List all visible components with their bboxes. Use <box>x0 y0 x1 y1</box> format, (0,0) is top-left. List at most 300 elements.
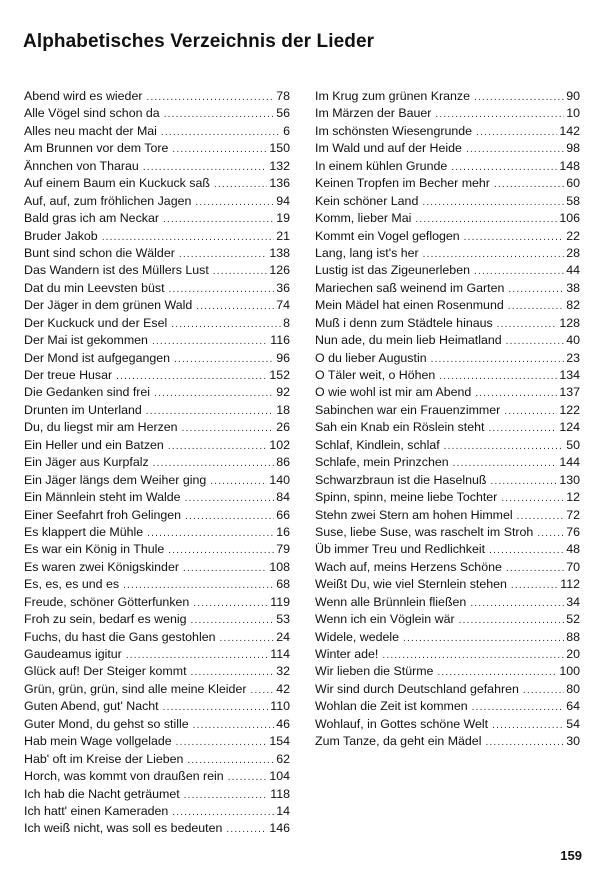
index-entry <box>24 105 290 122</box>
dot-leader <box>475 385 557 401</box>
index-entry <box>24 315 290 332</box>
index-entry <box>24 541 290 558</box>
song-title: Im Krug zum grünen Kranze <box>315 89 470 103</box>
song-title: Glück auf! Der Steiger kommt <box>24 664 187 679</box>
dot-leader <box>164 106 275 122</box>
dot-leader <box>154 385 274 401</box>
index-entry <box>315 210 580 227</box>
index-entry <box>24 245 290 262</box>
song-page-number: 132 <box>269 158 290 173</box>
index-entry <box>315 367 580 384</box>
index-column-left <box>24 88 290 838</box>
song-title: Zum Tanze, da geht ein Mädel <box>315 734 482 749</box>
song-page-number: 140 <box>269 472 290 487</box>
dot-leader <box>174 351 274 367</box>
dot-leader <box>472 699 565 715</box>
song-title: Bunt sind schon die Wälder <box>24 245 175 260</box>
dot-leader <box>415 211 557 227</box>
song-title: Im schönsten Wiesengrunde <box>315 123 473 138</box>
dot-leader <box>195 194 274 210</box>
dot-leader <box>489 542 564 558</box>
dot-leader <box>182 420 275 436</box>
song-page-number: 16 <box>276 524 290 539</box>
index-entry <box>315 541 580 558</box>
index-column-right <box>315 88 580 751</box>
index-entry <box>24 175 290 192</box>
dot-leader <box>161 124 281 140</box>
song-title: Lang, lang ist's her <box>315 245 419 260</box>
dot-leader <box>485 734 564 750</box>
song-title: Hab mein Wage vollgelade <box>24 734 172 749</box>
song-title: Guter Mond, du gehst so stille <box>24 716 189 731</box>
song-title: Mariechen saß weinend im Garten <box>315 280 505 295</box>
song-page-number: 90 <box>566 89 580 103</box>
index-entry <box>24 576 290 593</box>
song-title: Der Mond ist aufgegangen <box>24 350 171 365</box>
song-page-number: 110 <box>270 699 290 714</box>
song-title: Am Brunnen vor dem Tore <box>24 141 169 156</box>
song-page-number: 42 <box>276 681 290 696</box>
song-title: Alles neu macht der Mai <box>24 123 157 138</box>
index-entry <box>315 576 580 593</box>
dot-leader <box>517 508 565 524</box>
index-entry <box>315 332 580 349</box>
song-title: Kommt ein Vogel geflogen <box>315 228 460 243</box>
song-title: Ich hab die Nacht geträumet <box>24 786 180 801</box>
song-title: Weißt Du, wie viel Sternlein stehen <box>315 577 507 592</box>
song-page-number: 94 <box>276 193 290 208</box>
song-title: Der Mai ist gekommen <box>24 333 148 348</box>
index-entry <box>24 210 290 227</box>
dot-leader <box>172 141 267 157</box>
song-title: Keinen Tropfen im Becher mehr <box>315 176 490 191</box>
index-entry <box>315 681 580 698</box>
dot-leader <box>491 473 558 489</box>
song-page-number: 119 <box>270 594 290 609</box>
song-page-number: 154 <box>269 734 290 749</box>
song-title: Sabinchen war ein Frauenzimmer <box>315 402 501 417</box>
index-entry <box>24 663 290 680</box>
index-entry <box>315 384 580 401</box>
song-page-number: 68 <box>276 577 290 592</box>
dot-leader <box>453 455 558 471</box>
index-entry <box>24 733 290 750</box>
song-page-number: 96 <box>276 350 290 365</box>
index-entry <box>315 123 580 140</box>
song-page-number: 108 <box>269 559 290 574</box>
index-entry <box>24 768 290 785</box>
index-entry <box>315 419 580 436</box>
index-entry <box>24 158 290 175</box>
song-title: Es waren zwei Königskinder <box>24 559 179 574</box>
song-title: Ein Heller und ein Batzen <box>24 437 164 452</box>
song-page-number: 50 <box>566 437 580 452</box>
index-entry <box>315 228 580 245</box>
song-title: Gaudeamus igitur <box>24 647 122 661</box>
song-page-number: 20 <box>566 647 580 661</box>
index-entry <box>24 123 290 140</box>
song-title: Der Kuckuck und der Esel <box>24 315 168 330</box>
dot-leader <box>439 368 557 384</box>
index-entry <box>24 611 290 628</box>
song-title: Abend wird es wieder <box>24 89 143 103</box>
song-title: Muß i denn zum Städtele hinaus <box>315 315 493 330</box>
song-page-number: 126 <box>269 263 290 278</box>
song-page-number: 122 <box>559 402 580 417</box>
song-page-number: 30 <box>566 734 580 749</box>
song-title: Wir lieben die Stürme <box>315 664 434 679</box>
song-title: Spinn, spinn, meine liebe Tochter <box>315 490 498 505</box>
index-entry <box>315 105 580 122</box>
song-title: Lustig ist das Zigeunerleben <box>315 263 470 278</box>
song-page-number: 100 <box>559 664 580 679</box>
song-page-number: 32 <box>276 664 290 679</box>
index-entry <box>24 507 290 524</box>
song-title: Es war ein König in Thule <box>24 542 165 557</box>
index-entry <box>315 402 580 419</box>
song-page-number: 56 <box>276 106 290 121</box>
index-entry <box>315 611 580 628</box>
index-entry <box>315 559 580 576</box>
song-title: Stehn zwei Stern am hohen Himmel <box>315 507 513 522</box>
index-entry <box>315 350 580 367</box>
song-title: Widele, wedele <box>315 629 400 644</box>
song-page-number: 52 <box>566 612 580 627</box>
index-entry <box>24 820 290 837</box>
dot-leader <box>147 525 274 541</box>
index-entry <box>24 367 290 384</box>
song-title: Ein Jäger längs dem Weiher ging <box>24 472 207 487</box>
index-entry <box>24 594 290 611</box>
dot-leader <box>153 455 275 471</box>
song-page-number: 54 <box>566 716 580 731</box>
index-entry <box>24 559 290 576</box>
song-page-number: 6 <box>283 123 290 138</box>
song-page-number: 19 <box>276 211 290 226</box>
song-page-number: 23 <box>566 350 580 365</box>
index-entry <box>315 245 580 262</box>
song-page-number: 136 <box>269 176 290 191</box>
index-entry <box>315 175 580 192</box>
song-title: Einer Seefahrt froh Gelingen <box>24 507 182 522</box>
song-title: Wenn alle Brünnlein fließen <box>315 594 467 609</box>
song-page-number: 74 <box>276 298 290 313</box>
song-page-number: 48 <box>566 542 580 557</box>
song-title: In einem kühlen Grunde <box>315 158 448 173</box>
song-title: Mein Mädel hat einen Rosenmund <box>315 298 504 313</box>
index-entry <box>24 332 290 349</box>
song-page-number: 124 <box>559 420 580 435</box>
song-page-number: 58 <box>566 193 580 208</box>
song-page-number: 64 <box>566 699 580 714</box>
song-title: Horch, was kommt von draußen rein <box>24 769 224 784</box>
song-title: Schlafe, mein Prinzchen <box>315 455 449 470</box>
song-title: Im Wald und auf der Heide <box>315 141 462 156</box>
song-title: Sah ein Knab ein Röslein steht <box>315 420 485 435</box>
song-title: Guten Abend, gut' Nacht <box>24 699 159 714</box>
song-title: Nun ade, du mein lieb Heimatland <box>315 333 502 348</box>
dot-leader <box>474 89 564 105</box>
index-entry <box>24 629 290 646</box>
dot-leader <box>228 769 268 785</box>
dot-leader <box>459 612 565 628</box>
dot-leader <box>435 106 564 122</box>
index-entry <box>24 262 290 279</box>
dot-leader <box>210 473 267 489</box>
dot-leader <box>511 577 558 593</box>
dot-leader <box>185 508 274 524</box>
song-title: Das Wandern ist des Müllers Lust <box>24 263 209 278</box>
index-entry <box>315 193 580 210</box>
song-title: Du, du liegst mir am Herzen <box>24 420 178 435</box>
index-entry <box>315 437 580 454</box>
page-title: Alphabetisches Verzeichnis der Lieder <box>23 30 375 52</box>
dot-leader <box>185 490 275 506</box>
song-page-number: 88 <box>566 629 580 644</box>
song-page-number: 46 <box>276 716 290 731</box>
dot-leader <box>146 89 274 105</box>
song-page-number: 40 <box>566 333 580 348</box>
dot-leader <box>193 717 275 733</box>
song-title: Wach auf, meins Herzens Schöne <box>315 559 502 574</box>
song-page-number: 106 <box>559 211 580 226</box>
song-page-number: 118 <box>270 786 290 801</box>
song-title: Auf einem Baum ein Kuckuck saß <box>24 176 210 191</box>
index-entry <box>24 454 290 471</box>
song-page-number: 24 <box>276 629 290 644</box>
dot-leader <box>179 246 267 262</box>
song-title: Freude, schöner Götterfunken <box>24 594 190 609</box>
index-entry <box>315 315 580 332</box>
dot-leader <box>250 682 274 698</box>
dot-leader <box>444 438 565 454</box>
index-entry <box>315 716 580 733</box>
song-page-number: 76 <box>566 524 580 539</box>
dot-leader <box>470 595 564 611</box>
song-page-number: 152 <box>269 368 290 382</box>
index-entry <box>315 507 580 524</box>
dot-leader <box>163 211 274 227</box>
index-entry <box>315 297 580 314</box>
song-page-number: 86 <box>276 455 290 470</box>
song-page-number: 92 <box>276 385 290 400</box>
song-page-number: 128 <box>559 315 580 330</box>
song-title: Bald gras ich am Neckar <box>24 211 159 226</box>
song-page-number: 14 <box>276 803 290 818</box>
dot-leader <box>213 263 268 279</box>
dot-leader <box>497 316 558 332</box>
dot-leader <box>191 612 275 628</box>
index-entry <box>24 193 290 210</box>
song-page-number: 114 <box>270 647 290 661</box>
index-entry <box>315 524 580 541</box>
dot-leader <box>508 298 564 314</box>
dot-leader <box>143 159 267 175</box>
song-title: Ännchen von Tharau <box>24 158 139 173</box>
dot-leader <box>176 734 268 750</box>
dot-leader <box>187 752 274 768</box>
index-entry <box>315 140 580 157</box>
song-page-number: 53 <box>276 612 290 627</box>
dot-leader <box>451 159 557 175</box>
song-page-number: 98 <box>566 141 580 156</box>
song-title: Winter ade! <box>315 647 379 661</box>
dot-leader <box>163 699 269 715</box>
index-entry <box>315 280 580 297</box>
dot-leader <box>169 281 275 297</box>
dot-leader <box>437 664 557 680</box>
dot-leader <box>102 229 275 245</box>
page-number: 159 <box>560 848 582 863</box>
song-title: Üb immer Treu und Redlichkeit <box>315 542 486 557</box>
song-page-number: 79 <box>276 542 290 557</box>
dot-leader <box>508 281 564 297</box>
song-title: Wohlan die Zeit ist kommen <box>315 699 468 714</box>
index-entry <box>24 646 290 663</box>
dot-leader <box>537 525 564 541</box>
song-title: Der treue Husar <box>24 368 113 382</box>
index-entry <box>24 524 290 541</box>
song-page-number: 138 <box>269 245 290 260</box>
song-page-number: 146 <box>269 821 290 836</box>
song-page-number: 137 <box>559 385 580 400</box>
song-title: Die Gedanken sind frei <box>24 385 151 400</box>
song-title: Hab' oft im Kreise der Lieben <box>24 751 184 766</box>
dot-leader <box>488 420 557 436</box>
index-entry <box>315 629 580 646</box>
song-page-number: 82 <box>566 298 580 313</box>
index-entry <box>315 489 580 506</box>
dot-leader <box>126 647 268 663</box>
song-title: Ein Männlein steht im Walde <box>24 490 181 505</box>
song-title: O du lieber Augustin <box>315 350 427 365</box>
dot-leader <box>523 682 564 698</box>
song-page-number: 104 <box>269 769 290 784</box>
song-title: Schlaf, Kindlein, schlaf <box>315 437 440 452</box>
dot-leader <box>501 490 564 506</box>
dot-leader <box>403 630 564 646</box>
song-title: Es, es, es und es <box>24 577 120 592</box>
song-title: Auf, auf, zum fröhlichen Jagen <box>24 193 192 208</box>
dot-leader <box>168 542 274 558</box>
index-entry <box>24 472 290 489</box>
index-entry <box>24 751 290 768</box>
song-title: Kein schöner Land <box>315 193 419 208</box>
song-title: Drunten im Unterland <box>24 402 142 417</box>
index-entry <box>24 437 290 454</box>
dot-leader <box>506 560 564 576</box>
song-title: Suse, liebe Suse, was raschelt im Stroh <box>315 524 534 539</box>
index-entry <box>24 803 290 820</box>
index-entry <box>24 350 290 367</box>
index-entry <box>315 733 580 750</box>
index-entry <box>24 297 290 314</box>
dot-leader <box>474 263 564 279</box>
dot-leader <box>422 194 564 210</box>
song-title: Schwarzbraun ist die Haselnuß <box>315 472 487 487</box>
dot-leader <box>226 821 267 837</box>
dot-leader <box>196 298 274 314</box>
song-page-number: 78 <box>276 89 290 103</box>
song-page-number: 116 <box>270 333 290 348</box>
song-page-number: 60 <box>566 176 580 191</box>
song-page-number: 70 <box>566 559 580 574</box>
dot-leader <box>172 804 274 820</box>
song-page-number: 36 <box>276 280 290 295</box>
song-page-number: 26 <box>276 420 290 435</box>
index-entry <box>24 402 290 419</box>
song-title: Komm, lieber Mai <box>315 211 412 226</box>
index-entry <box>315 472 580 489</box>
song-title: Der Jäger in dem grünen Wald <box>24 298 193 313</box>
dot-leader <box>123 577 274 593</box>
index-entry <box>315 663 580 680</box>
song-page-number: 134 <box>559 368 580 382</box>
song-page-number: 18 <box>276 402 290 417</box>
dot-leader <box>423 246 565 262</box>
index-entry <box>24 228 290 245</box>
song-title: Wir sind durch Deutschland gefahren <box>315 681 519 696</box>
song-page-number: 150 <box>269 141 290 156</box>
index-entry <box>315 698 580 715</box>
song-title: Dat du min Leevsten büst <box>24 280 165 295</box>
song-page-number: 38 <box>566 280 580 295</box>
song-page-number: 80 <box>566 681 580 696</box>
dot-leader <box>214 176 267 192</box>
song-title: O wie wohl ist mir am Abend <box>315 385 472 400</box>
dot-leader <box>171 316 281 332</box>
dot-leader <box>466 141 564 157</box>
song-title: Alle Vögel sind schon da <box>24 106 160 121</box>
song-title: Ich weiß nicht, was soll es bedeuten <box>24 821 223 836</box>
dot-leader <box>494 176 564 192</box>
dot-leader <box>191 664 275 680</box>
index-entry <box>24 681 290 698</box>
dot-leader <box>168 438 267 454</box>
dot-leader <box>476 124 557 140</box>
song-title: Froh zu sein, bedarf es wenig <box>24 612 187 627</box>
song-title: Wenn ich ein Vöglein wär <box>315 612 455 627</box>
song-page-number: 84 <box>276 490 290 505</box>
song-title: Ich hatt' einen Kameraden <box>24 803 169 818</box>
song-page-number: 62 <box>276 751 290 766</box>
dot-leader <box>506 333 565 349</box>
index-entry <box>315 262 580 279</box>
index-entry <box>315 158 580 175</box>
dot-leader <box>184 787 269 803</box>
dot-leader <box>152 333 268 349</box>
dot-leader <box>464 229 565 245</box>
dot-leader <box>431 351 565 367</box>
song-page-number: 44 <box>566 263 580 278</box>
song-page-number: 28 <box>566 245 580 260</box>
index-entry <box>24 419 290 436</box>
dot-leader <box>220 630 275 646</box>
index-entry <box>24 698 290 715</box>
song-page-number: 148 <box>559 158 580 173</box>
dot-leader <box>382 647 564 663</box>
index-entry <box>315 454 580 471</box>
dot-leader <box>504 403 557 419</box>
index-entry <box>315 594 580 611</box>
song-page-number: 8 <box>283 315 290 330</box>
dot-leader <box>193 595 268 611</box>
index-entry <box>24 716 290 733</box>
song-page-number: 102 <box>269 437 290 452</box>
song-title: Im Märzen der Bauer <box>315 106 432 121</box>
index-entry <box>24 489 290 506</box>
song-title: Fuchs, du hast die Gans gestohlen <box>24 629 216 644</box>
